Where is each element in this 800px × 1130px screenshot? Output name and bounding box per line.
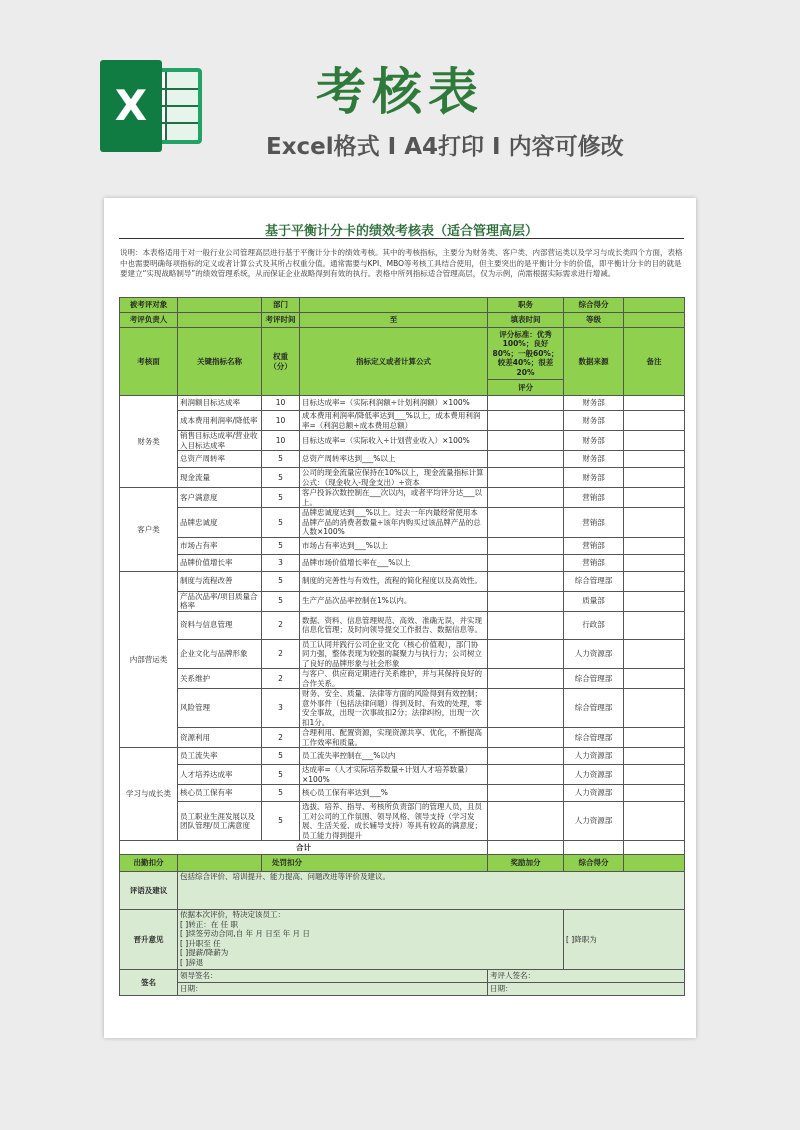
score-cell[interactable] (488, 785, 564, 802)
data-source: 营销部 (564, 537, 624, 554)
indicator-weight: 3 (262, 554, 300, 571)
data-source: 营销部 (564, 554, 624, 571)
data-source: 行政部 (564, 611, 624, 639)
indicator-name: 关系维护 (178, 669, 262, 689)
indicator-weight: 5 (262, 468, 300, 488)
remark-cell[interactable] (624, 468, 685, 488)
table-row (120, 451, 685, 468)
remark-cell[interactable] (624, 802, 685, 841)
score-cell[interactable] (488, 537, 564, 554)
data-source: 财务部 (564, 468, 624, 488)
field-final-score[interactable] (624, 855, 685, 872)
sheet-description: 说明：本表格适用于对一般行业公司管理高层进行基于平衡计分卡的绩效考核。其中的考核指标，主要分为财务类、客户类、内部营运类以及学习与成长类四个方面，表格中也需要明确每项指标的定义或者计算公式及其所占权重分值。通常需要与KPI、MBO等考核工具结合使用，但主要突出的是平衡计分卡的价值，即平衡计分卡的目的就是要建立“实现战略制导”的绩效管理系统，从而保证企业战略得到有效的执行。表格中所列指标适合管理高层，仅为示例，尚需根据实际需求进行增减。 (120, 248, 683, 279)
indicator-weight: 2 (262, 669, 300, 689)
indicator-formula: 目标达成率=（实际利润额÷计划利润额）×100% (300, 396, 488, 411)
total-row (120, 841, 685, 855)
indicator-weight: 5 (262, 571, 300, 591)
indicator-formula: 成本费用利润率/降低率达到___%以上，成本费用利润率=（利润总额÷成本费用总额） (300, 411, 488, 431)
indicator-weight: 2 (262, 728, 300, 748)
col-source: 数据来源 (564, 328, 624, 396)
indicator-formula: 品牌市场价值增长率在___%以上 (300, 554, 488, 571)
indicator-weight: 5 (262, 537, 300, 554)
category-label: 内部营运类 (120, 571, 178, 748)
field-total-remark[interactable] (624, 841, 685, 855)
data-source: 营销部 (564, 508, 624, 538)
promotion-line: [ ]升职至 任 (180, 938, 221, 948)
indicator-weight: 2 (262, 639, 300, 669)
table-row (120, 468, 685, 488)
promotion-options[interactable] (178, 910, 564, 970)
indicator-formula: 品牌忠诚度达到___%以上。过去一年内最经常使用本品牌产品的消费者数量÷该年内购买过该品牌产品的总人数×100% (300, 508, 488, 538)
table-row (120, 669, 685, 689)
indicator-weight: 5 (262, 802, 300, 841)
table-row (120, 611, 685, 639)
indicator-weight: 5 (262, 748, 300, 765)
indicator-name: 品牌忠诚度 (178, 508, 262, 538)
score-cell[interactable] (488, 765, 564, 785)
indicator-weight: 2 (262, 611, 300, 639)
logo-letter: X (114, 81, 148, 130)
indicator-formula: 选拔、培养、指导、考核所负责部门的管理人员，且员工对公司的工作氛围、领导风格、领导支持（学习发展、生活关爱、成长辅导支持）等具有较高的满意度；员工能力得到提升 (300, 802, 488, 841)
data-source: 综合管理部 (564, 669, 624, 689)
title-divider (119, 238, 684, 239)
indicator-weight: 5 (262, 785, 300, 802)
table-row (120, 396, 685, 411)
indicator-weight: 5 (262, 488, 300, 508)
data-source: 综合管理部 (564, 689, 624, 728)
data-source: 质量部 (564, 591, 624, 611)
table-row (120, 554, 685, 571)
score-cell[interactable] (488, 669, 564, 689)
indicator-name: 销售目标达成率/营业收入目标达成率 (178, 431, 262, 451)
label-total-score: 综合得分 (564, 298, 624, 313)
leader-sign[interactable]: 领导签名： (178, 970, 488, 983)
remark-cell[interactable] (624, 728, 685, 748)
table-row (120, 537, 685, 554)
label-grade: 等级 (564, 313, 624, 328)
indicator-formula: 市场占有率达到___%以上 (300, 537, 488, 554)
remark-cell[interactable] (624, 669, 685, 689)
label-to: 至 (300, 313, 488, 328)
indicator-weight: 5 (262, 508, 300, 538)
score-cell[interactable] (488, 508, 564, 538)
table-row (120, 785, 685, 802)
data-source: 营销部 (564, 488, 624, 508)
reviewer-date[interactable]: 日期： (488, 983, 685, 996)
indicator-formula: 总资产周转率达到___%以上 (300, 451, 488, 468)
remark-cell[interactable] (624, 537, 685, 554)
table-row (120, 488, 685, 508)
spreadsheet-preview (104, 198, 696, 1038)
excel-logo-icon (96, 58, 206, 154)
category-label: 财务类 (120, 396, 178, 488)
promotion-line: [ ]续签劳动合同,自 年 月 日至 年 月 日 (180, 929, 310, 938)
promotion-row (120, 910, 685, 970)
col-dimension: 考核面 (120, 328, 178, 396)
col-score: 评分 (488, 380, 564, 396)
score-cell[interactable] (488, 411, 564, 431)
adjust-row (120, 855, 685, 872)
indicator-formula: 达成率=（人才实际培养数量÷计划人才培养数量）×100% (300, 765, 488, 785)
score-cell[interactable] (488, 689, 564, 728)
label-deduction: 出勤扣分 (120, 855, 178, 872)
remark-cell[interactable] (624, 748, 685, 765)
label-position: 职务 (488, 298, 564, 313)
indicator-formula: 财务、安全、质量、法律等方面的风险得到有效控制；意外事件（包括法律问题）得到及时、有效的处理，零安全事故，出现一次事故扣2分；法律纠纷，出现一次扣1分。 (300, 689, 488, 728)
indicator-formula: 公司的现金流量应保持在10%以上，现金流量指标计算公式：（现金收入-现金支出）÷资本 (300, 468, 488, 488)
field-total-score[interactable] (488, 841, 564, 855)
table-row (120, 728, 685, 748)
indicator-name: 风险管理 (178, 689, 262, 728)
table-row (120, 689, 685, 728)
comment-field[interactable]: 包括综合评价、培训提升、能力提高、问题改进等评价及建议。 (178, 872, 685, 910)
table-row (120, 431, 685, 451)
indicator-formula: 生产产品次品率控制在1%以内。 (300, 591, 488, 611)
indicator-formula: 员工认同并践行公司企业文化（核心价值观），部门协同力强，整体表现为较强的凝聚力与执行力；公司树立了良好的品牌形象与社会形象 (300, 639, 488, 669)
remark-cell[interactable] (624, 451, 685, 468)
remark-cell[interactable] (624, 396, 685, 411)
col-indicator: 关键指标名称 (178, 328, 262, 396)
remark-cell[interactable] (624, 591, 685, 611)
table-row (120, 411, 685, 431)
label-sign: 签名 (120, 970, 178, 996)
reviewer-sign[interactable]: 考评人签名： (488, 970, 685, 983)
label-comment: 评语及建议 (120, 872, 178, 910)
indicator-name: 资源利用 (178, 728, 262, 748)
label-bonus: 奖励加分 (488, 855, 564, 872)
leader-date[interactable]: 日期： (178, 983, 488, 996)
indicator-name: 成本费用利润率/降低率 (178, 411, 262, 431)
indicator-name: 企业文化与品牌形象 (178, 639, 262, 669)
label-fill-time: 填表时间 (488, 313, 564, 328)
sign-row (120, 970, 685, 983)
indicator-name: 人才培养达成率 (178, 765, 262, 785)
indicator-name: 市场占有率 (178, 537, 262, 554)
col-definition: 指标定义或者计算公式 (300, 328, 488, 396)
indicator-formula: 核心员工保有率达到___% (300, 785, 488, 802)
score-cell[interactable] (488, 554, 564, 571)
data-source: 人力资源部 (564, 639, 624, 669)
field-dept[interactable] (300, 298, 488, 313)
indicator-weight: 10 (262, 431, 300, 451)
indicator-formula: 员工流失率控制在___%以内 (300, 748, 488, 765)
col-remark: 备注 (624, 328, 685, 396)
data-source: 人力资源部 (564, 748, 624, 765)
indicator-name: 现金流量 (178, 468, 262, 488)
indicator-formula: 制度的完善性与有效性，流程的简化程度以及高效性。 (300, 571, 488, 591)
indicator-formula: 客户投诉次数控制在___次以内，或者平均评分达___以上。 (300, 488, 488, 508)
remark-cell[interactable] (624, 488, 685, 508)
indicator-formula: 目标达成率=（实际收入÷计划营业收入）×100% (300, 431, 488, 451)
indicator-weight: 10 (262, 411, 300, 431)
field-deduction[interactable] (178, 855, 262, 872)
promotion-line: [ ]转正：在 任 职 (180, 919, 239, 929)
score-cell[interactable] (488, 591, 564, 611)
data-source: 人力资源部 (564, 785, 624, 802)
indicator-weight: 3 (262, 689, 300, 728)
label-violation: 处罚扣分 (262, 855, 488, 872)
promotion-line: 依据本次评价，特决定该员工： (180, 910, 285, 919)
label-final-score: 综合得分 (564, 855, 624, 872)
score-cell[interactable] (488, 639, 564, 669)
indicator-name: 利润额目标达成率 (178, 396, 262, 411)
col-weight: 权重（分） (262, 328, 300, 396)
label-promotion: 晋升意见 (120, 910, 178, 970)
label-examinee: 被考评对象 (120, 298, 178, 313)
score-cell[interactable] (488, 611, 564, 639)
score-cell[interactable] (488, 468, 564, 488)
score-cell[interactable] (488, 571, 564, 591)
page-subtitle: Excel格式 I A4打印 I 内容可修改 (266, 134, 624, 160)
remark-cell[interactable] (624, 411, 685, 431)
sheet-title: 基于平衡计分卡的绩效考核表（适合管理高层） (264, 224, 538, 239)
category-label: 客户类 (120, 488, 178, 572)
date-row (120, 983, 685, 996)
data-source: 财务部 (564, 396, 624, 411)
remark-cell[interactable] (624, 508, 685, 538)
indicator-name: 核心员工保有率 (178, 785, 262, 802)
indicator-formula: 合理利用、配置资源，实现资源共享、优化，不断提高工作效率和质量。 (300, 728, 488, 748)
promotion-line: [ ]辞退 (180, 957, 204, 967)
remark-cell[interactable] (624, 554, 685, 571)
indicator-weight: 5 (262, 765, 300, 785)
data-source: 人力资源部 (564, 765, 624, 785)
col-standard: 评分标准：优秀100%；良好80%；一般60%；较差40%；很差20% (488, 328, 564, 380)
remark-cell[interactable] (624, 785, 685, 802)
indicator-formula: 与客户、供应商定期进行关系维护，并与其保持良好的合作关系。 (300, 669, 488, 689)
demote-option[interactable]: [ ]降职为 (564, 910, 685, 970)
score-cell[interactable] (488, 802, 564, 841)
page-title: 考核表 (316, 63, 484, 121)
label-dept: 部门 (262, 298, 300, 313)
remark-cell[interactable] (624, 431, 685, 451)
table-row (120, 802, 685, 841)
indicator-formula: 数据、资料、信息管理规范、高效、准确无误，并实现信息化管理；及时向领导提交工作报告、数据信息等。 (300, 611, 488, 639)
table-row (120, 765, 685, 785)
indicator-weight: 5 (262, 451, 300, 468)
remark-cell[interactable] (624, 571, 685, 591)
score-cell[interactable] (488, 451, 564, 468)
table-row (120, 591, 685, 611)
label-total: 合计 (120, 841, 488, 855)
label-reviewer: 考评负责人 (120, 313, 178, 328)
field-grade[interactable] (624, 313, 685, 328)
promotion-line: [ ]提薪/降薪为 (180, 948, 229, 957)
remark-cell[interactable] (624, 611, 685, 639)
field-reviewer[interactable] (178, 313, 262, 328)
indicator-name: 客户满意度 (178, 488, 262, 508)
indicator-name: 员工流失率 (178, 748, 262, 765)
indicator-name: 产品次品率/项目质量合格率 (178, 591, 262, 611)
indicator-name: 总资产周转率 (178, 451, 262, 468)
table-row (120, 571, 685, 591)
indicator-name: 制度与流程改善 (178, 571, 262, 591)
comment-row (120, 872, 685, 910)
field-total-score[interactable] (624, 298, 685, 313)
data-source: 人力资源部 (564, 802, 624, 841)
evaluation-table (119, 297, 685, 996)
score-cell[interactable] (488, 431, 564, 451)
indicator-weight: 5 (262, 591, 300, 611)
table-row (120, 639, 685, 669)
indicator-weight: 10 (262, 396, 300, 411)
table-row (120, 508, 685, 538)
remark-cell[interactable] (624, 765, 685, 785)
score-cell[interactable] (488, 488, 564, 508)
score-cell[interactable] (488, 728, 564, 748)
remark-cell[interactable] (624, 639, 685, 669)
field-examinee[interactable] (178, 298, 262, 313)
table-row (120, 748, 685, 765)
indicator-name: 员工职业生涯发展以及团队管理/员工满意度 (178, 802, 262, 841)
data-source: 财务部 (564, 451, 624, 468)
score-cell[interactable] (488, 396, 564, 411)
remark-cell[interactable] (624, 689, 685, 728)
indicator-name: 品牌价值增长率 (178, 554, 262, 571)
data-source: 财务部 (564, 431, 624, 451)
data-source: 财务部 (564, 411, 624, 431)
field-total-extra[interactable] (564, 841, 624, 855)
data-source: 综合管理部 (564, 571, 624, 591)
score-cell[interactable] (488, 748, 564, 765)
indicator-name: 资料与信息管理 (178, 611, 262, 639)
data-source: 综合管理部 (564, 728, 624, 748)
label-period: 考评时间 (262, 313, 300, 328)
category-label: 学习与成长类 (120, 748, 178, 841)
